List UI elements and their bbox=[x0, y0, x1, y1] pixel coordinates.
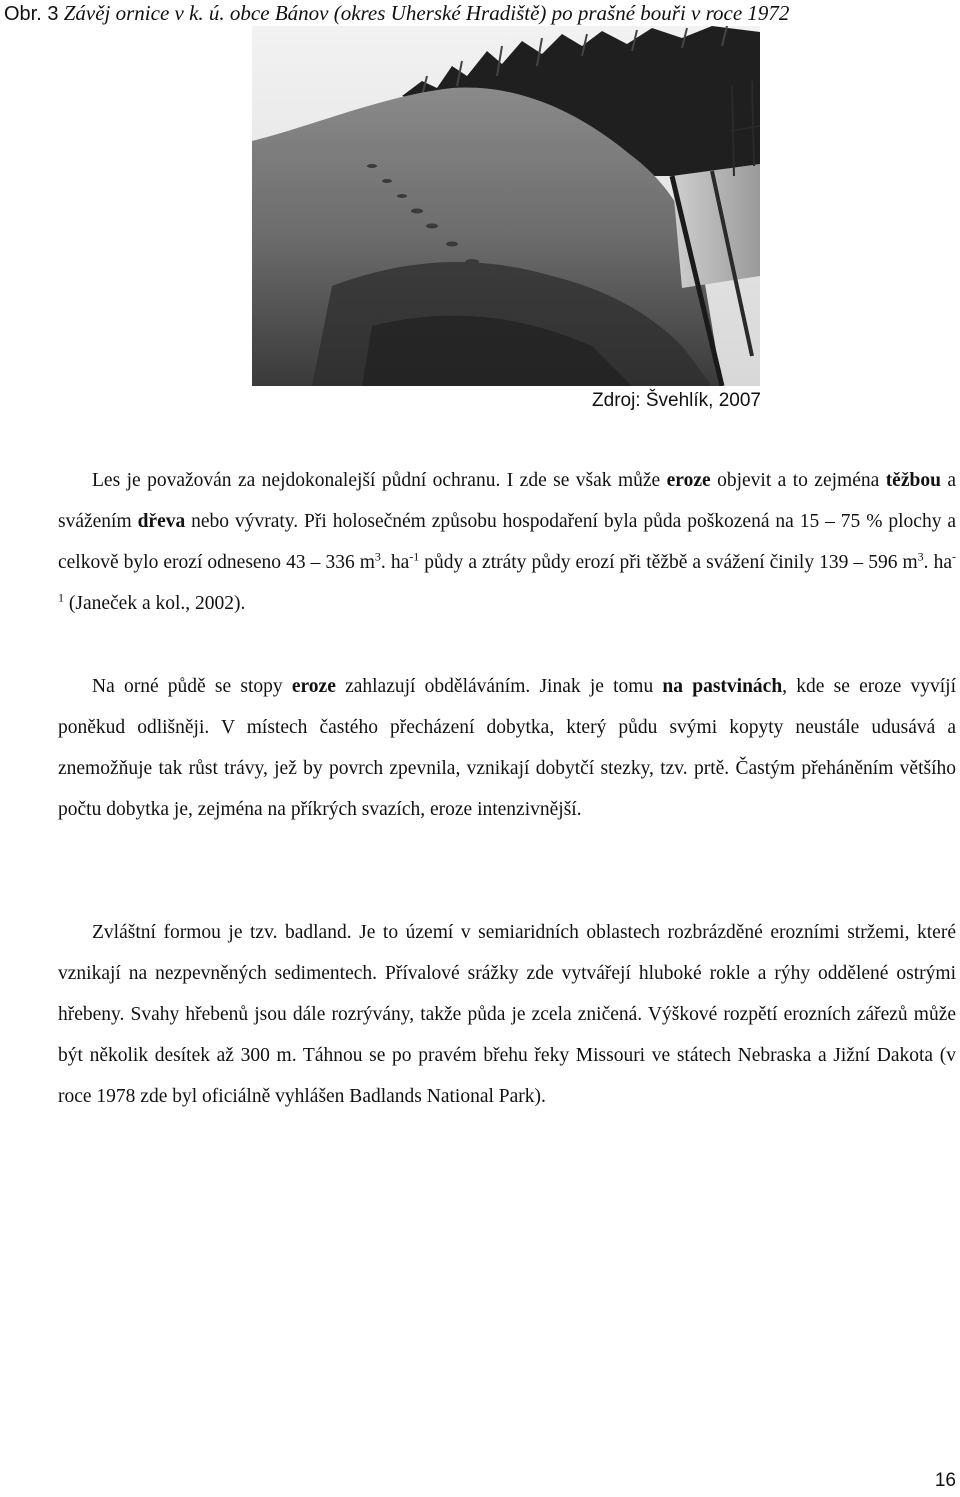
paragraph-forest-erosion: Les je považován za nejdokonalejší půdní ochranu. I zde se však může eroze objevit a to zejména těžbou a svážením dřeva nebo vývraty. Při holosečném způsobu hospodaření byla půda poškozená na 15 – 75 % plochy a celkově bylo erozí odneseno 43 – 336 $m^3$. $ha^{-1}$ půdy a ztráty půdy erozí při těžbě a svážení činily 139 – 596 $m^3$. $ha^{-1}$ (Janeček a kol., 2002). bbox=[58, 470, 957, 614]
figure-caption bbox=[4, 0, 789, 27]
figure-number: Obr. 3 bbox=[4, 3, 59, 25]
sand-drift-photo bbox=[252, 26, 760, 386]
paragraph-badland: Zvláštní formou je tzv. badland. Je to území v semiaridních oblastech rozbrázděné erozními stržemi, které vznikají na nezpevněných sedimentech. Přívalové srážky zde vytvářejí hluboké rokle a rýhy oddělené ostrými hřebeny. Svahy hřebenů jsou dále rozrývány, takže půda je zcela zničená. Výškové rozpětí erozních zářezů může být několik desítek až 300 m. Táhnou se po pravém břehu řeky Missouri ve státech Nebraska a Jižní Dakota (v roce 1978 zde byl oficiálně vyhlášen Badlands National Park). bbox=[58, 922, 956, 1107]
figure-title: Závěj ornice v k. ú. obce Bánov (okres Uherské Hradiště) po prašné bouři v roce 1972 bbox=[63, 1, 790, 25]
figure-source: Zdroj: Švehlík, 2007 bbox=[592, 390, 761, 411]
page-number: 16 bbox=[934, 1470, 956, 1491]
paragraph-pasture-erosion: Na orné půdě se stopy eroze zahlazují obděláváním. Jinak je tomu na pastvinách, kde se eroze vyvíjí poněkud odlišněji. V místech častého přecházení dobytka, který půdu svými kopyty neustále udusává a znemožňuje tak růst trávy, jež by povrch zpevnila, vznikají dobytčí stezky, tzv. prtě. Častým přeháněním většího počtu dobytka je, zejména na příkrých svazích, eroze intenzivnější. bbox=[58, 676, 956, 820]
